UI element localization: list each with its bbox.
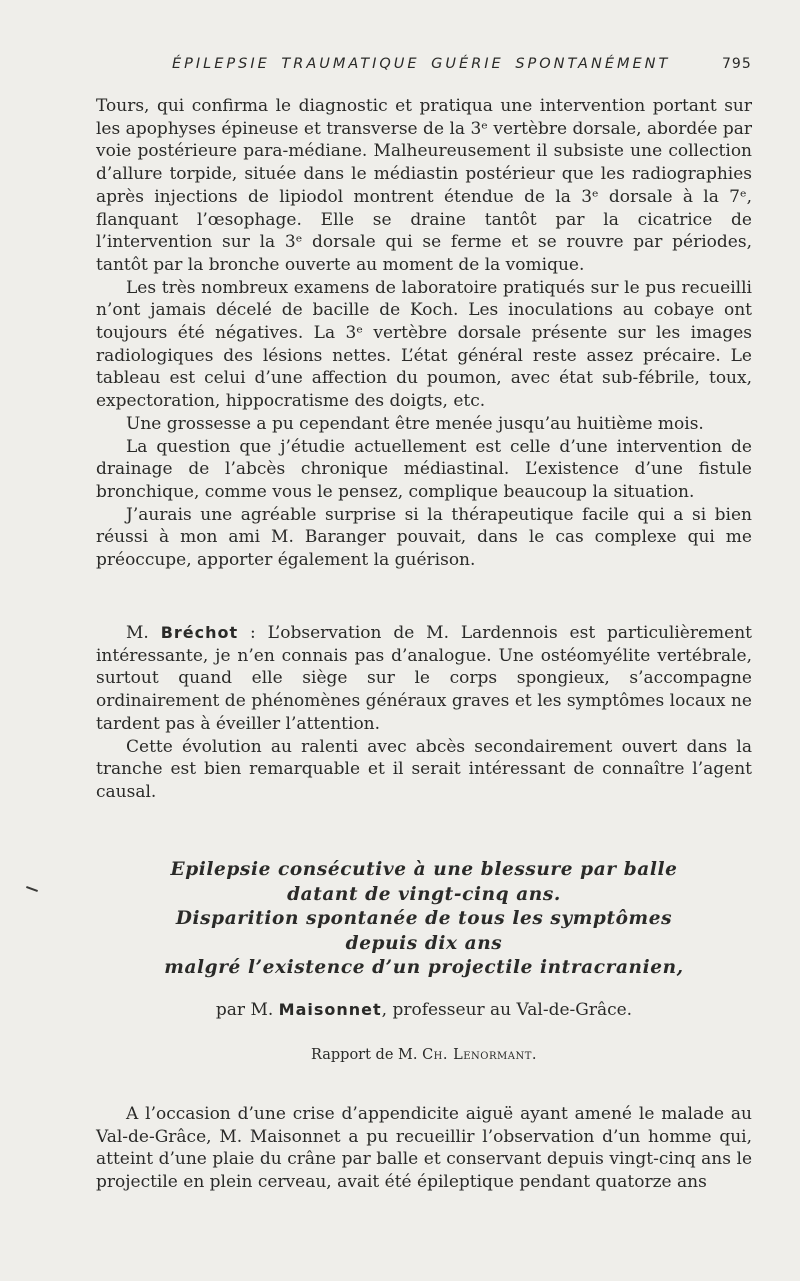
paragraph-text: : L’observation de M. Lardennois est particulièrement intéressante, je n’en connais pas d’analogue. Une ostéomyélite vertébrale, surtout quand elle siège sur le corps spongieux, s’accompagne ordinairement de phénomènes généraux graves et les symptômes locaux ne tardent pas à éveiller l’attention. <box>96 623 753 734</box>
page-number: 795 <box>722 56 752 72</box>
article-body <box>96 1103 752 1194</box>
author-name: Maisonnet <box>278 1000 382 1019</box>
reporter-name: Ch. Lenormant. <box>422 1047 538 1063</box>
running-title: ÉPILEPSIE TRAUMATIQUE GUÉRIE SPONTANÉMENT <box>172 56 671 72</box>
continued-observation <box>96 95 752 572</box>
paragraph: Une grossesse a pu cependant être menée jusqu’au huitième mois. <box>126 413 704 434</box>
byline <box>96 1000 752 1020</box>
discussion-brechot <box>96 622 752 804</box>
report-prefix: Rapport de M. <box>310 1047 418 1063</box>
speaker-prefix: M. <box>126 623 149 643</box>
title-line: depuis dix ans <box>345 932 503 954</box>
report-line <box>96 1047 752 1063</box>
title-line: malgré l’existence d’un projectile intracranien, <box>164 957 684 978</box>
paragraph: Cette évolution au ralenti avec abcès secondairement ouvert dans la tranche est bien remarquable et il serait intéressant de connaître l’agent causal. <box>96 736 752 802</box>
title-line: Disparition spontanée de tous les symptômes <box>175 908 673 929</box>
speaker-name: Bréchot <box>160 623 239 642</box>
paragraph: Tours, qui confirma le diagnostic et pratiqua une intervention portant sur les apophyses épineuse et transverse de la 3ᵉ vertèbre dorsale, abordée par voie postérieure para-médiane. Malheureusement il subsiste une collection d’allure torpide, située dans le médiastin postérieur que les radiographies après injections de lipiodol montrent étendue de la 3ᵉ dorsale à la 7ᵉ, flanquant l’œsophage. Elle se draine tantôt par la cicatrice de l’intervention sur la 3ᵉ dorsale qui se ferme et se rouvre par périodes, tantôt par la bronche ouverte au moment de la vomique. <box>96 96 752 275</box>
running-header <box>0 56 800 80</box>
title-line: datant de vingt-cinq ans. <box>287 883 561 905</box>
paragraph: A l’occasion d’une crise d’appendicite aiguë ayant amené le malade au Val-de-Grâce, M. Maisonnet a pu recueillir l’observation d’un homme qui, atteint d’une plaie du crâne par balle et conservant depuis vingt-cinq ans le projectile en plein cerveau, avait été épileptique pendant quatorze ans <box>96 1104 752 1193</box>
paragraph: J’aurais une agréable surprise si la thérapeutique facile qui a si bien réussi à mon ami M. Baranger pouvait, dans le cas complexe qui me préoccupe, apporter également la guérison. <box>96 504 752 571</box>
title-line: Epilepsie consécutive à une blessure par balle <box>170 859 678 880</box>
byline-prefix: par M. <box>215 1000 274 1020</box>
margin-mark <box>26 886 38 892</box>
article-title <box>96 858 752 981</box>
paragraph <box>96 622 752 736</box>
byline-suffix: , professeur au Val-de-Grâce. <box>381 1000 633 1020</box>
paragraph: Les très nombreux examens de laboratoire pratiqués sur le pus recueilli n’ont jamais décelé de bacille de Koch. Les inoculations au cobaye ont toujours été négatives. La 3ᵉ vertèbre dorsale présente sur les images radiologiques des lésions nettes. L’état général reste assez précaire. Le tableau est celui d’une affection du poumon, avec état sub-fébrile, toux, expectoration, hippocratisme des doigts, etc. <box>96 277 752 412</box>
paragraph: La question que j’étudie actuellement est celle d’une intervention de drainage de l’abcès chronique médiastinal. L’existence d’une fistule bronchique, comme vous le pensez, complique beaucoup la situation. <box>96 436 752 502</box>
